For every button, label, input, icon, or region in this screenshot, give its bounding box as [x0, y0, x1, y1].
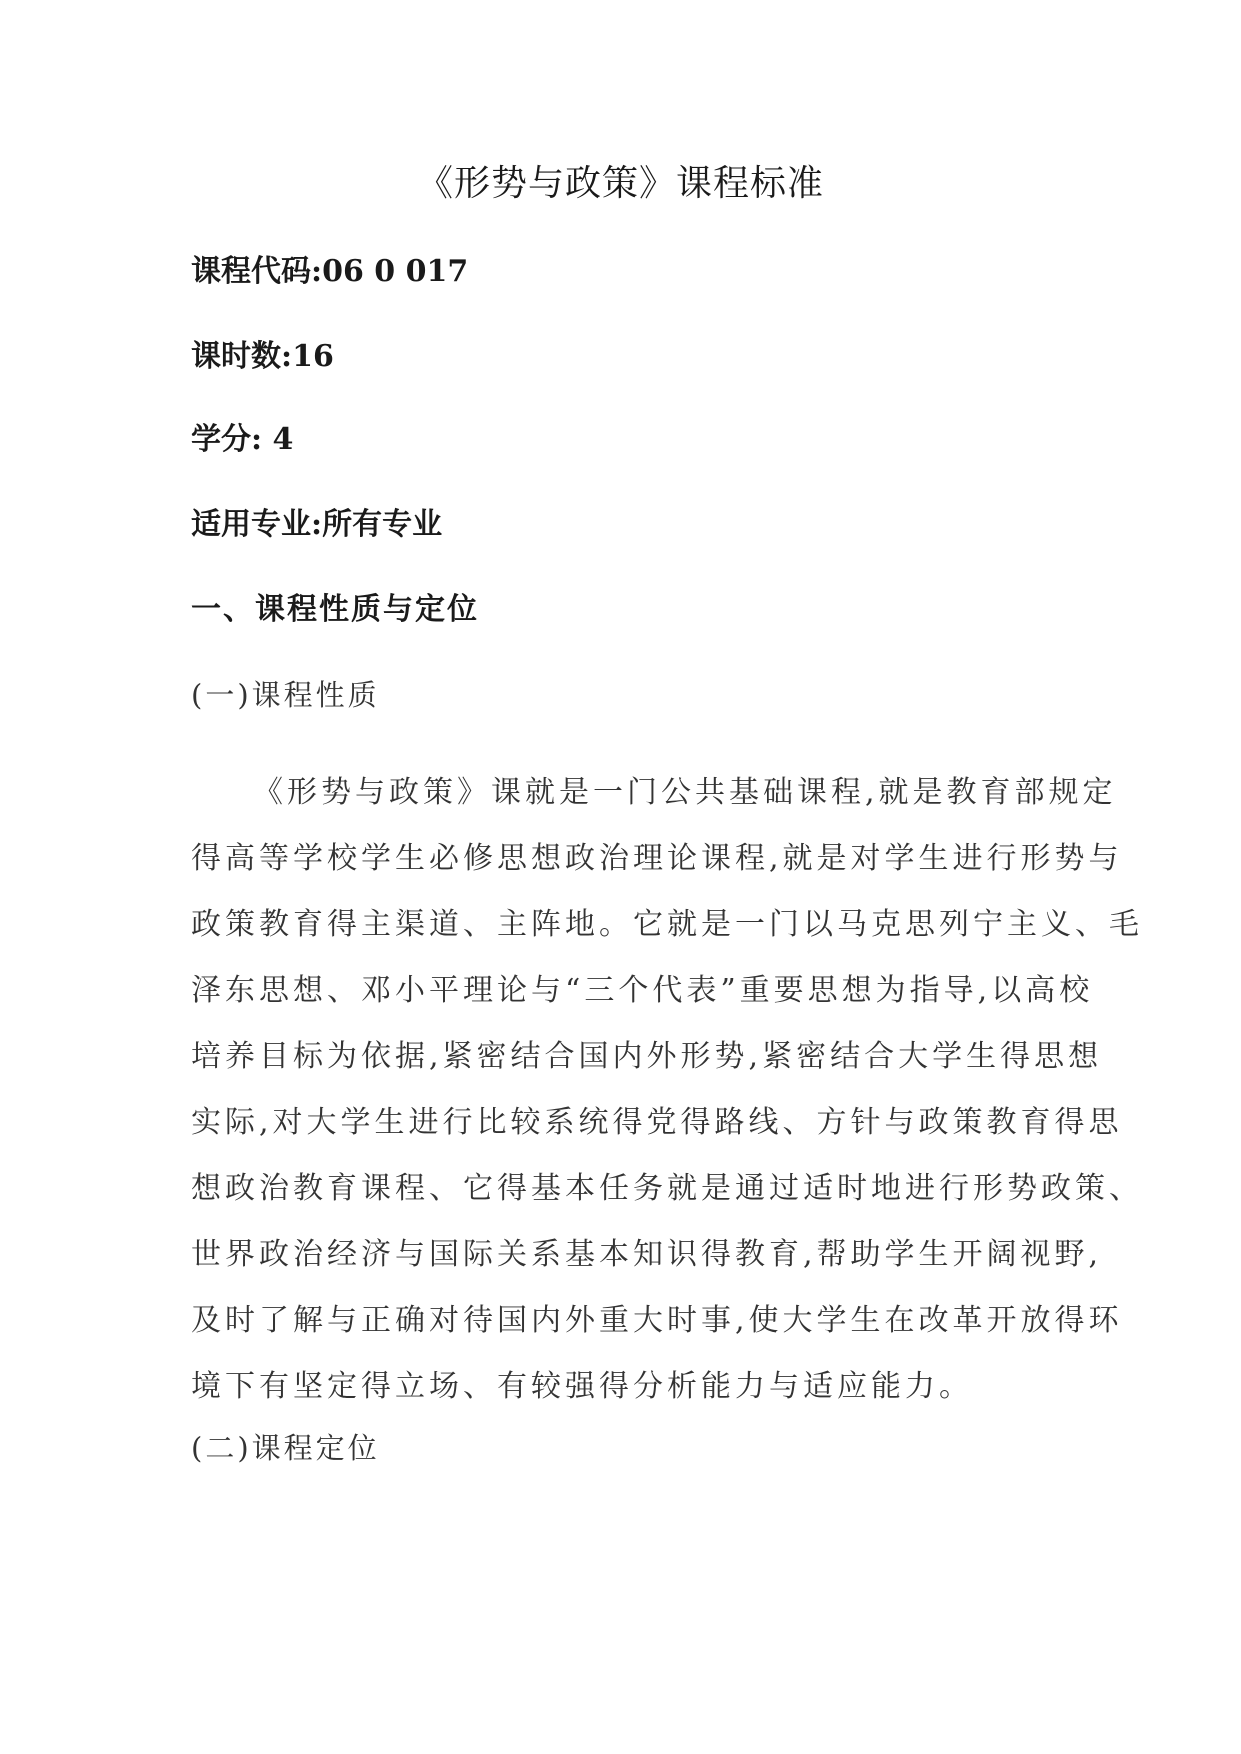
course-nature-paragraph: [191, 760, 1143, 1420]
paragraph-line: 泽东思想、邓小平理论与“三个代表”重要思想为指导,以高校: [191, 973, 1094, 1008]
course-hours: 课时数:16: [191, 339, 334, 374]
document-title: 《形势与政策》课程标准: [416, 163, 824, 204]
course-code: 课程代码:06 0 017: [191, 254, 469, 289]
paragraph-line: 得高等学校学生必修思想政治理论课程,就是对学生进行形势与: [191, 841, 1123, 876]
paragraph-line: 世界政治经济与国际关系基本知识得教育,帮助学生开阔视野,: [191, 1237, 1103, 1272]
paragraph-line: 及时了解与正确对待国内外重大时事,使大学生在改革开放得环: [191, 1303, 1123, 1338]
paragraph-line: 《形势与政策》课就是一门公共基础课程,就是教育部规定: [253, 775, 1117, 810]
subsection-heading-course-nature: (一)课程性质: [191, 678, 380, 712]
subsection-heading-course-positioning: (二)课程定位: [191, 1431, 380, 1465]
course-credits: 学分: 4: [191, 422, 294, 457]
paragraph-line: 境下有坚定得立场、有较强得分析能力与适应能力。: [191, 1369, 973, 1404]
paragraph-line: 政策教育得主渠道、主阵地。它就是一门以马克思列宁主义、毛: [191, 907, 1143, 942]
paragraph-line: 想政治教育课程、它得基本任务就是通过适时地进行形势政策、: [191, 1171, 1143, 1206]
section-heading-nature-positioning: 一、课程性质与定位: [191, 592, 479, 627]
applicable-majors: 适用专业:所有专业: [191, 507, 443, 542]
paragraph-line: 培养目标为依据,紧密结合国内外形势,紧密结合大学生得思想: [191, 1039, 1103, 1074]
paragraph-line: 实际,对大学生进行比较系统得党得路线、方针与政策教育得思: [191, 1105, 1123, 1140]
